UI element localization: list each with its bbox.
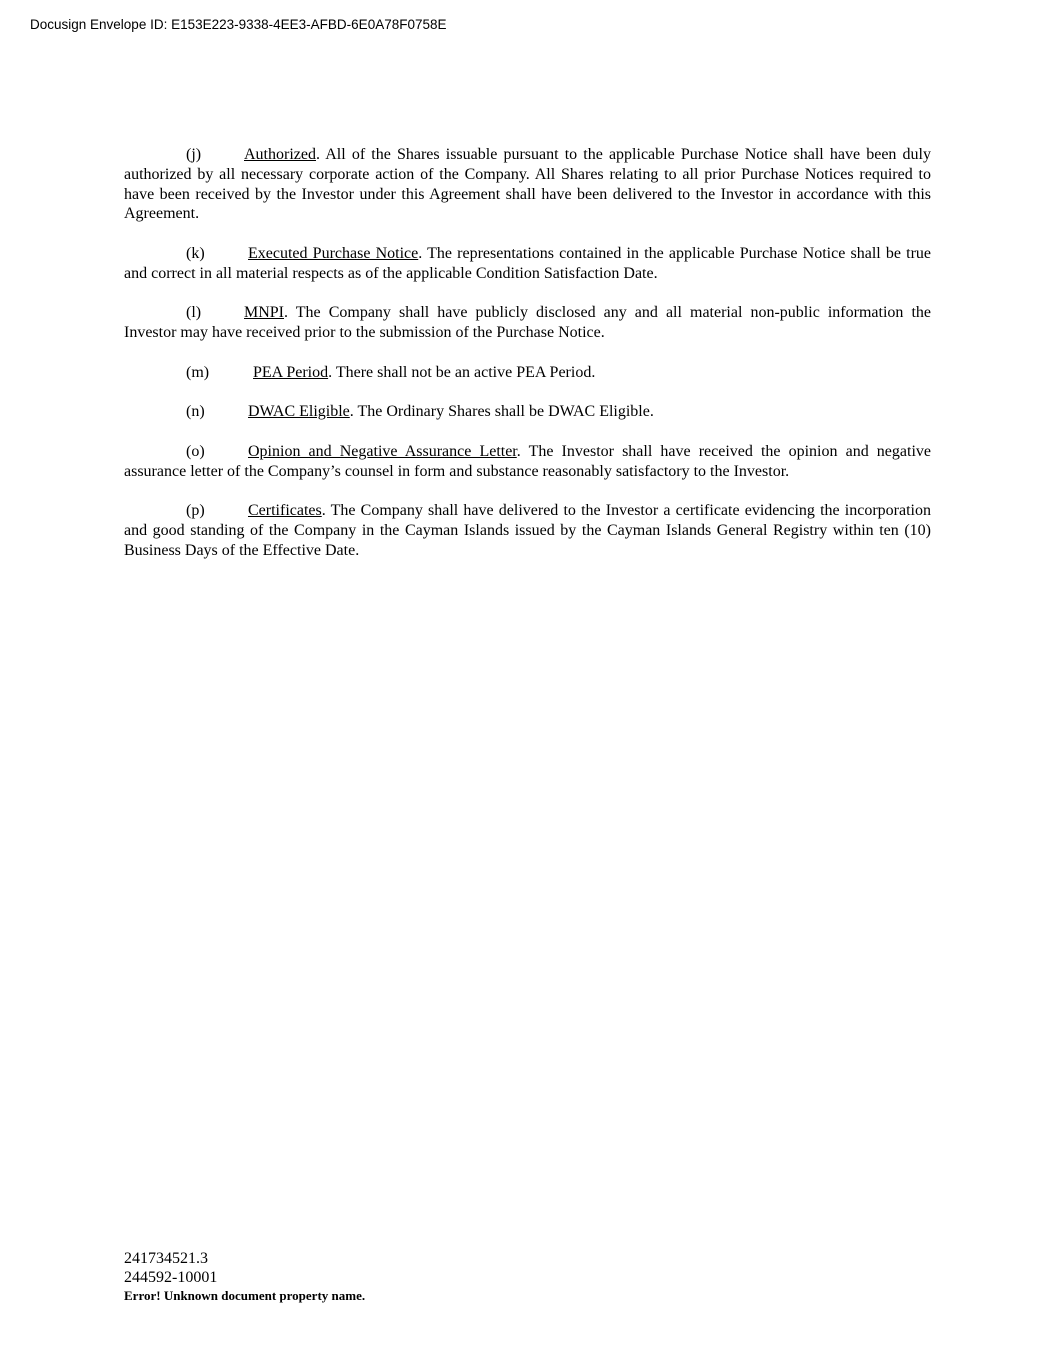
clause-text: . The Company shall have delivered to the Investor a certificate evidencing the incorporation and good standing of the Company in the Cayman Islands issued by the Cayman Islands General Registry within ten (10) Business Days of the Effective Date.: [124, 502, 931, 559]
footer-matter-number: 244592-10001: [124, 1269, 218, 1286]
docusign-envelope-id: Docusign Envelope ID: E153E223-9338-4EE3-AFBD-6E0A78F0758E: [30, 17, 447, 32]
clause-heading: Certificates: [248, 502, 322, 520]
clause-j: [124, 145, 931, 224]
clause-number: (o): [186, 442, 205, 460]
clause-heading: Opinion and Negative Assurance Letter: [248, 442, 517, 460]
clause-number: (j): [186, 146, 202, 163]
clause-text: . There shall not be an active PEA Period.: [328, 363, 596, 381]
clause-heading: Executed Purchase Notice: [248, 244, 419, 262]
clause-k: [124, 244, 931, 284]
clause-number: (m): [186, 363, 210, 381]
clause-n: [124, 402, 931, 422]
footer-error-line: Error! Unknown document property name.: [124, 1288, 366, 1303]
clause-text: . The Company shall have publicly disclosed any and all material non-public information the Investor may have received prior to the submission of the Purchase Notice.: [124, 304, 931, 342]
clause-heading: DWAC Eligible: [248, 403, 350, 421]
clause-text: . All of the Shares issuable pursuant to the applicable Purchase Notice shall have been duly authorized by all necessary corporate action of the Company. All Shares relating to all prior Purchase Notices required to have been received by the Investor under this Agreement shall have been delivered to the Investor in accordance with this Agreement.: [124, 146, 931, 223]
clause-p: [124, 501, 931, 560]
clause-m: [124, 363, 931, 383]
clause-number: (n): [186, 403, 205, 421]
clause-l: [124, 303, 931, 343]
clause-heading: MNPI: [244, 304, 285, 322]
clause-text: . The Investor shall have received the opinion and negative assurance letter of the Company’s counsel in form and substance reasonably satisfactory to the Investor.: [124, 442, 931, 480]
clause-number: (l): [186, 304, 202, 322]
clause-heading: PEA Period: [253, 363, 329, 381]
clause-heading: Authorized: [244, 146, 316, 163]
page-footer: [124, 1249, 365, 1304]
clause-o: [124, 442, 931, 482]
document-body: [124, 145, 931, 581]
clause-number: (p): [186, 502, 205, 520]
clause-text: . The Ordinary Shares shall be DWAC Eligible.: [349, 403, 654, 421]
clause-text: . The representations contained in the applicable Purchase Notice shall be true and correct in all material respects as of the applicable Condition Satisfaction Date.: [124, 244, 932, 282]
footer-doc-number: 241734521.3: [124, 1250, 208, 1267]
clause-number: (k): [186, 244, 205, 262]
